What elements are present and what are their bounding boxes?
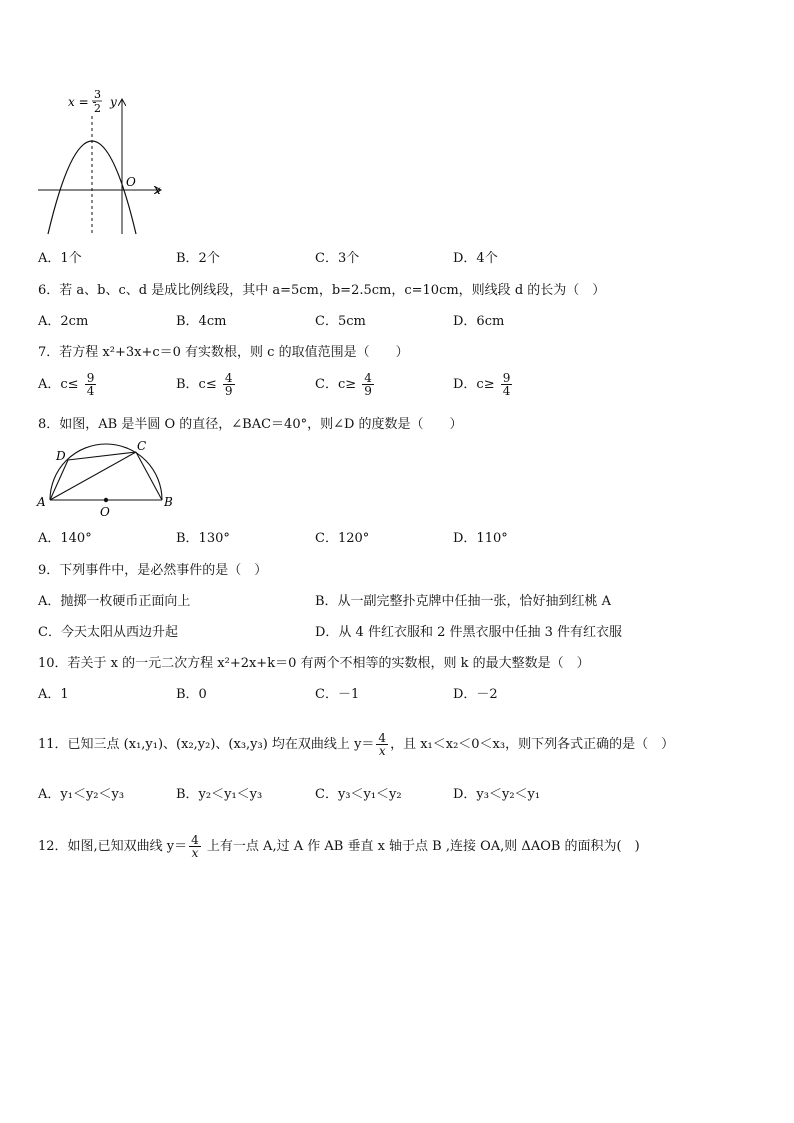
q7-option-c-frac [362, 372, 374, 397]
q8-option-c: C．120° [315, 531, 370, 546]
q8-option-d: D．110° [453, 531, 508, 546]
q8-option-b: B．130° [176, 531, 230, 546]
axis-eq-label: x = - [68, 95, 97, 109]
q9-option-b: B．从一副完整扑克牌中任抽一张，恰好抽到红桃 A [315, 594, 612, 609]
q11-frac [376, 732, 388, 757]
q10-option-c: C．－1 [315, 687, 360, 702]
frac-den: 4 [502, 384, 511, 398]
frac-den: 4 [86, 384, 95, 398]
q7-option-a [38, 372, 98, 397]
y-label: y [110, 95, 117, 109]
q5-option-a: A．1个 [38, 251, 82, 266]
x-label: x [154, 183, 161, 197]
q5-option-d: D．4个 [453, 251, 498, 266]
frac-den: x [378, 744, 386, 758]
q7-option-b-frac [223, 372, 235, 397]
q12-stem-a: 12．如图,已知双曲线 y＝ [38, 839, 188, 854]
frac-num: 4 [191, 833, 199, 847]
q11-stem-a: 11．已知三点 (x₁,y₁)、(x₂,y₂)、(x₃,y₃) 均在双曲线上 y＝ [38, 737, 375, 752]
axis-eq-num: 3 [94, 88, 101, 101]
chord-dc [68, 452, 136, 460]
center-point [104, 498, 108, 502]
q11-option-d: D．y₃＜y₂＜y₁ [453, 787, 541, 802]
q9-option-a: A．抛掷一枚硬币正面向上 [38, 594, 191, 609]
parabola-figure [30, 88, 200, 238]
q9-option-c: C．今天太阳从西边升起 [38, 625, 178, 640]
q10-option-b: B．0 [176, 687, 207, 702]
q10-option-d: D．－2 [453, 687, 498, 702]
q12-stem-b: 上有一点 A,过 A 作 AB 垂直 x 轴于点 B ,连接 OA,则 ΔAOB 的面积为( ) [202, 839, 640, 854]
origin-label: O [126, 175, 136, 189]
q11-option-b: B．y₂＜y₁＜y₃ [176, 787, 263, 802]
q5-option-c: C．3个 [315, 251, 360, 266]
q8-option-a: A．140° [38, 531, 92, 546]
label-o: O [100, 505, 110, 519]
q6-option-d: D．6cm [453, 314, 505, 329]
q11-option-c: C．y₃＜y₁＜y₂ [315, 787, 402, 802]
frac-den: x [191, 846, 199, 860]
q6-option-b: B．4cm [176, 314, 227, 329]
frac-den: 9 [224, 384, 233, 398]
label-a: A [37, 495, 46, 509]
label-c: C [137, 440, 147, 453]
q6-option-c: C．5cm [315, 314, 366, 329]
q10-stem: 10．若关于 x 的一元二次方程 x²+2x+k＝0 有两个不相等的实数根，则 k 的最大整数是（ ） [38, 656, 590, 671]
q5-option-b: B．2个 [176, 251, 220, 266]
q7-option-d [453, 372, 514, 397]
q7-stem: 7．若方程 x²+3x+c＝0 有实数根，则 c 的取值范围是（ ） [38, 345, 409, 360]
q11-option-a: A．y₁＜y₂＜y₃ [38, 787, 125, 802]
semicircle-figure [32, 440, 182, 520]
q12-frac [189, 834, 201, 859]
chord-cb [136, 452, 162, 500]
q7-option-b [176, 372, 237, 397]
q7-option-c-label: C．c≥ [315, 377, 357, 392]
q9-stem: 9．下列事件中，是必然事件的是（ ） [38, 563, 268, 578]
q6-option-a: A．2cm [38, 314, 89, 329]
q7-option-c [315, 372, 376, 397]
frac-num: 4 [224, 371, 233, 385]
label-b: B [164, 495, 173, 509]
q7-option-d-label: D．c≥ [453, 377, 495, 392]
q8-stem: 8．如图，AB 是半圆 O 的直径，∠BAC＝40°，则∠D 的度数是（ ） [38, 417, 463, 432]
q12-stem [38, 834, 640, 859]
label-d: D [56, 449, 66, 463]
frac-den: 9 [364, 384, 372, 398]
q11-stem [38, 732, 674, 757]
q9-option-d: D．从 4 件红衣服和 2 件黑衣服中任抽 3 件有红衣服 [315, 625, 623, 640]
q7-option-d-frac [501, 372, 513, 397]
frac-num: 4 [378, 731, 387, 745]
frac-num: 4 [364, 371, 372, 385]
q7-option-a-label: A．c≤ [38, 377, 79, 392]
frac-num: 9 [502, 371, 511, 385]
q7-option-a-frac [85, 372, 97, 397]
frac-num: 9 [86, 371, 95, 385]
q10-option-a: A．1 [38, 687, 69, 702]
q6-stem: 6．若 a、b、c、d 是成比例线段，其中 a=5cm，b=2.5cm，c=10cm，则线段 d 的长为（ ） [38, 283, 606, 298]
q7-option-b-label: B．c≤ [176, 377, 217, 392]
q11-stem-b: ，且 x₁＜x₂＜0＜x₃，则下列各式正确的是（ ） [390, 737, 675, 752]
chord-ad [50, 460, 68, 500]
axis-eq-den: 2 [94, 102, 101, 115]
